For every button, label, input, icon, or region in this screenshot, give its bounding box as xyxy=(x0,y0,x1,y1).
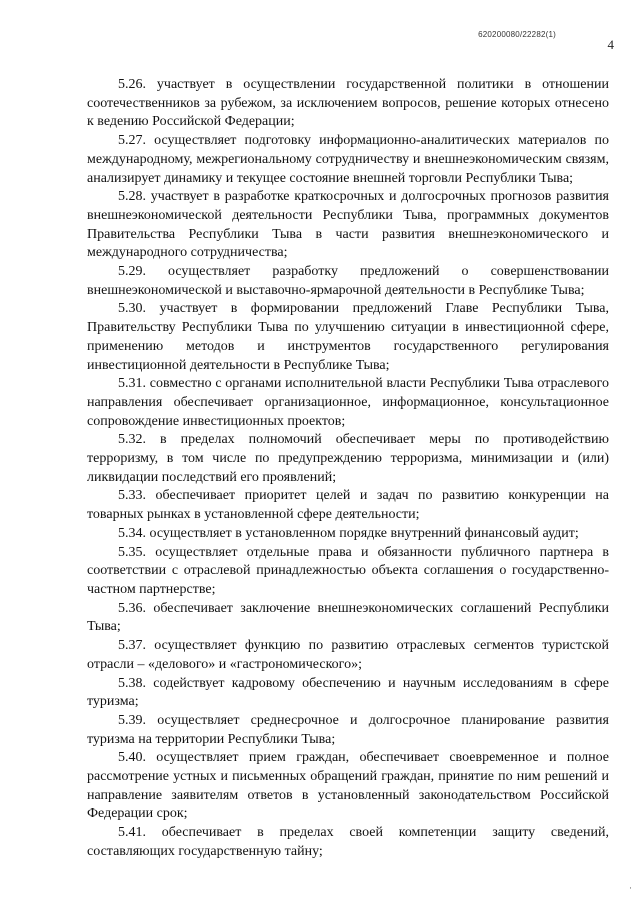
paragraph-5-39: 5.39. осуществляет среднесрочное и долгосрочное планирование развития туризма на территории Республики Тыва; xyxy=(87,712,609,747)
paragraph-5-33: 5.33. обеспечивает приоритет целей и задач по развитию конкуренции на товарных рынках в установленной сфере деятельности; xyxy=(87,488,609,523)
paragraph-5-41: 5.41. обеспечивает в пределах своей компетенции защиту сведений, составляющих государственную тайну; xyxy=(87,825,609,859)
paragraph-5-34: 5.34. осуществляет в установленном порядке внутренний финансовый аудит; xyxy=(118,525,579,541)
paragraph-5-35: 5.35. осуществляет отдельные права и обязанности публичного партнера в соответствии с отраслевой принадлежностью объекта соглашения о государственно-частном партнерстве; xyxy=(87,544,609,597)
paragraph-5-26: 5.26. участвует в осуществлении государственной политики в отношении соотечественников за рубежом, за исключением вопросов, решение которых отнесено к ведению Российской Федерации; xyxy=(87,77,609,130)
page-number: 4 xyxy=(607,37,614,52)
document-code: 620200080/22282(1) xyxy=(478,30,556,39)
paragraph-5-27: 5.27. осуществляет подготовку информационно-аналитических материалов по международному, межрегиональному сотрудничеству и внешнеэкономическим связям, анализирует динамику и текущее состояние внешней торговли Республики Тыва; xyxy=(87,133,609,186)
paragraph-5-40: 5.40. осуществляет прием граждан, обеспечивает своевременное и полное рассмотрение устных и письменных обращений граждан, принятие по ним решений и направление заявителям ответов в установленный законодательством Российской Федерации срок; xyxy=(87,750,609,822)
paragraph-5-28: 5.28. участвует в разработке краткосрочных и долгосрочных прогнозов развития внешнеэкономической деятельности Республики Тыва, программных документов Правительства Республики Тыва в части развития внешнеэкономического и международного сотрудничества; xyxy=(87,189,609,261)
paragraph-5-36: 5.36. обеспечивает заключение внешнеэкономических соглашений Республики Тыва; xyxy=(87,600,609,635)
scan-corner-mark: · xyxy=(629,883,632,893)
paragraph-5-29: 5.29. осуществляет разработку предложений о совершенствовании внешнеэкономической и выставочно-ярмарочной деятельности в Республике Тыва; xyxy=(87,264,609,298)
paragraph-5-38: 5.38. содействует кадровому обеспечению и научным исследованиям в сфере туризма; xyxy=(87,675,609,710)
paragraph-5-37: 5.37. осуществляет функцию по развитию отраслевых сегментов туристской отрасли – «делового» и «гастрономического»; xyxy=(87,638,609,672)
paragraph-5-30: 5.30. участвует в формировании предложений Главе Республики Тыва, Правительству Республики Тыва по улучшению ситуации в инвестиционной сфере, применению методов и инструментов государственного регулирования инвестиционной деятельности в Республике Тыва; xyxy=(87,301,609,373)
paragraph-5-32: 5.32. в пределах полномочий обеспечивает меры по противодействию терроризму, в том числе по предупреждению терроризма, минимизации и (или) ликвидации последствий его проявлений; xyxy=(87,432,609,485)
paragraph-5-31: 5.31. совместно с органами исполнительной власти Республики Тыва отраслевого направления обеспечивает организационное, информационное, консультационное сопровождение инвестиционных проектов; xyxy=(87,376,609,429)
document-body xyxy=(87,76,609,862)
